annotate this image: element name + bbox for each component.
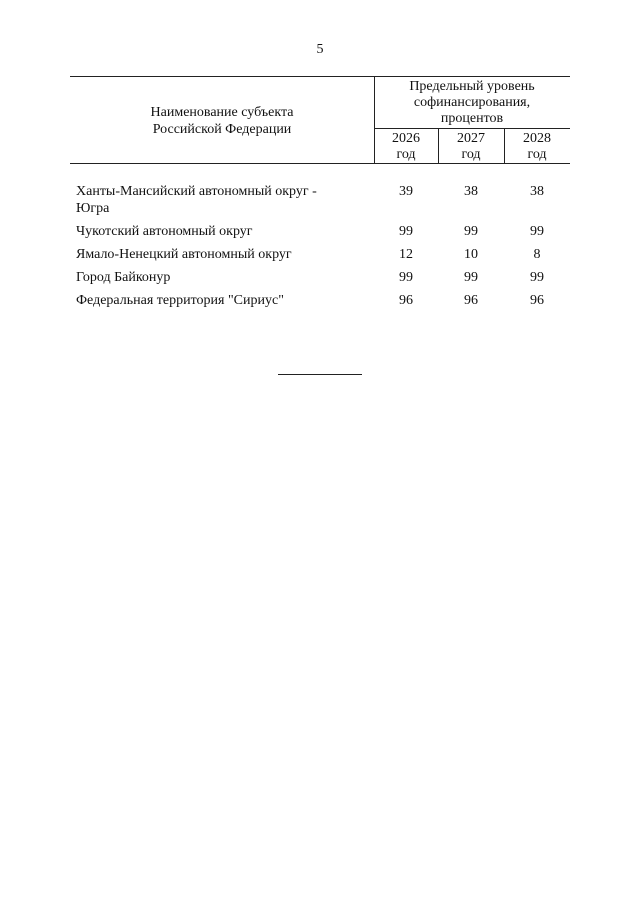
table-row xyxy=(70,269,570,286)
row-value-2028: 99 xyxy=(530,224,544,239)
column-header-level-line1: Предельный уровень xyxy=(409,79,535,94)
year-unit: год xyxy=(396,147,416,162)
row-value-2026: 12 xyxy=(399,247,413,262)
column-header-level-line3: процентов xyxy=(440,111,504,126)
year-unit: год xyxy=(527,147,547,162)
year-label: 2028 xyxy=(523,131,551,146)
row-value-2027: 96 xyxy=(464,293,478,308)
table-row xyxy=(70,246,570,263)
row-subject-name: Город Байконур xyxy=(76,270,171,285)
row-value-2027: 99 xyxy=(464,270,478,285)
row-subject-name: Федеральная территория "Сириус" xyxy=(76,293,284,308)
year-label: 2027 xyxy=(457,131,485,146)
row-value-2026: 99 xyxy=(399,224,413,239)
row-value-2027: 38 xyxy=(464,184,478,199)
column-header-subject-name-line1: Наименование субъекта xyxy=(150,105,294,120)
column-header-level-line2: софинансирования, xyxy=(413,95,531,110)
table-row xyxy=(70,223,570,240)
row-value-2026: 96 xyxy=(399,293,413,308)
column-header-year-2027 xyxy=(438,131,504,163)
row-value-2028: 96 xyxy=(530,293,544,308)
document-end-rule xyxy=(278,374,362,375)
row-value-2026: 99 xyxy=(399,270,413,285)
row-value-2028: 8 xyxy=(533,247,541,262)
row-value-2026: 39 xyxy=(399,184,413,199)
column-header-subject-name xyxy=(70,104,374,138)
row-value-2027: 99 xyxy=(464,224,478,239)
header-sub-rule xyxy=(374,128,570,129)
table-row xyxy=(70,292,570,309)
row-value-2028: 38 xyxy=(530,184,544,199)
row-subject-name: Чукотский автономный округ xyxy=(76,224,253,239)
column-header-subject-name-line2: Российской Федерации xyxy=(152,122,292,137)
column-header-year-2026 xyxy=(374,131,438,163)
header-bottom-rule xyxy=(70,163,570,164)
year-unit: год xyxy=(461,147,481,162)
year-label: 2026 xyxy=(392,131,420,146)
row-subject-name-line1: Ханты-Мансийский автономный округ - xyxy=(76,184,317,199)
column-header-cofinancing-level xyxy=(374,79,570,127)
column-header-year-2028 xyxy=(504,131,570,163)
row-subject-name: Ямало-Ненецкий автономный округ xyxy=(76,247,292,262)
row-value-2027: 10 xyxy=(464,247,478,262)
table-body xyxy=(70,183,570,315)
table-top-rule xyxy=(70,76,570,77)
row-subject-name xyxy=(70,183,351,217)
page-number: 5 xyxy=(316,42,324,57)
table-row xyxy=(70,183,570,217)
row-value-2028: 99 xyxy=(530,270,544,285)
row-subject-name-line2: Югра xyxy=(76,201,110,216)
